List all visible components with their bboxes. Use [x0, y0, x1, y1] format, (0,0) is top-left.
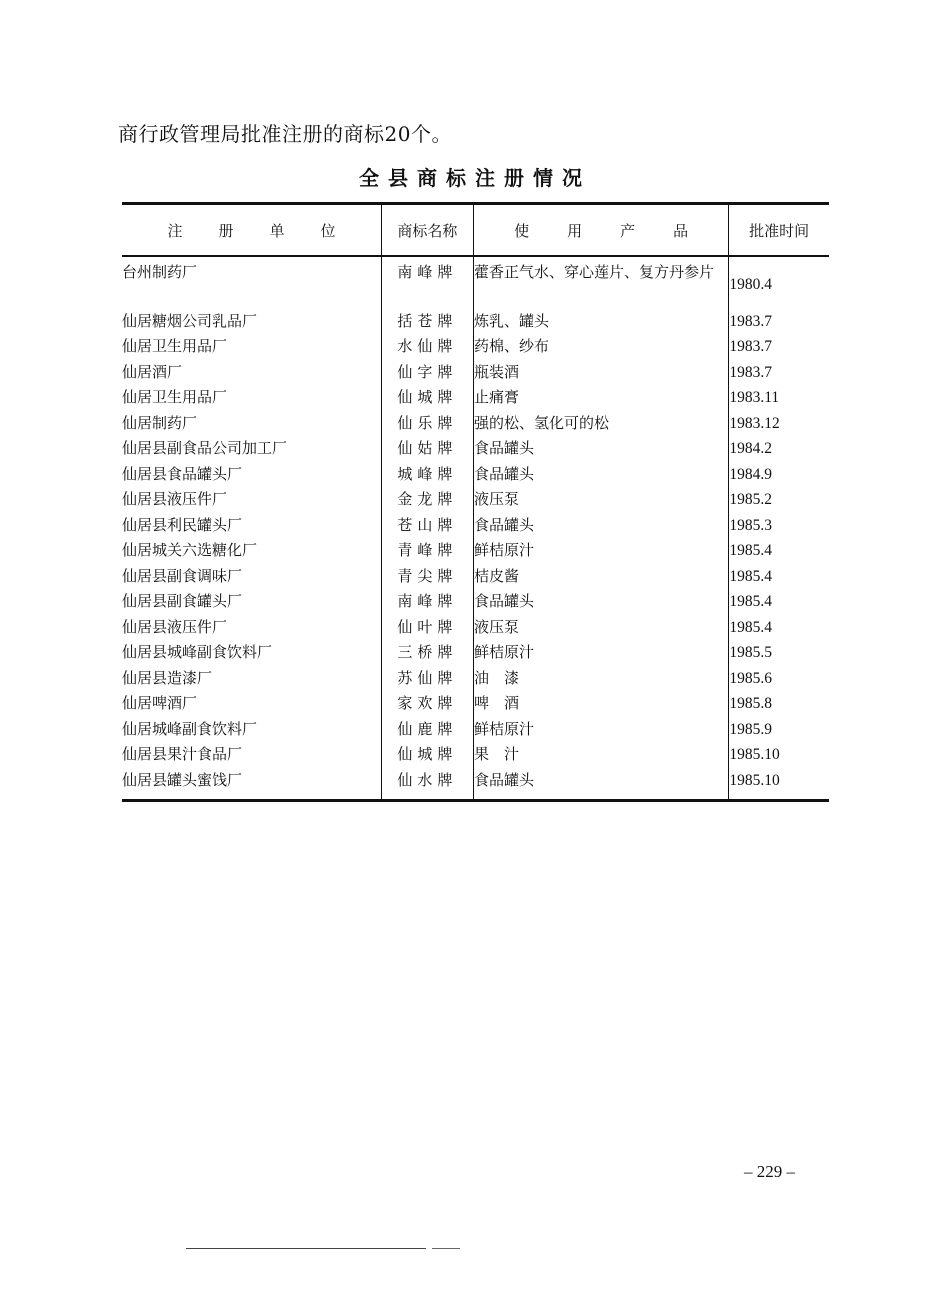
table-row	[122, 309, 829, 335]
cell-brand: 城峰牌	[381, 462, 473, 488]
header-date: 批准时间	[729, 204, 829, 257]
cell-date: 1985.4	[729, 539, 829, 565]
cell-unit: 仙居酒厂	[122, 362, 183, 381]
table-row	[122, 590, 829, 616]
table-row	[122, 743, 829, 769]
cell-product: 强的松、氢化可的松	[473, 411, 728, 437]
table-row	[122, 513, 829, 539]
cell-product: 鲜桔原汁	[473, 539, 728, 565]
cell-date: 1983.7	[729, 309, 829, 335]
cell-unit: 仙居啤酒厂	[122, 694, 198, 713]
table-row	[122, 386, 829, 412]
cell-unit: 仙居县罐头蜜饯厂	[122, 770, 243, 789]
cell-product: 液压泵	[473, 615, 728, 641]
cell-brand: 金龙牌	[381, 488, 473, 514]
cell-product: 瓶装酒	[473, 360, 728, 386]
table-row	[122, 462, 829, 488]
cell-date: 1985.9	[729, 717, 829, 743]
cell-date: 1985.4	[729, 615, 829, 641]
cell-brand: 仙乐牌	[381, 411, 473, 437]
cell-product: 炼乳、罐头	[473, 309, 728, 335]
cell-brand: 青峰牌	[381, 539, 473, 565]
cell-date: 1983.7	[729, 360, 829, 386]
table-row	[122, 437, 829, 463]
intro-text: 商行政管理局批准注册的商标20个。	[118, 122, 452, 146]
cell-product: 止痛膏	[473, 386, 728, 412]
cell-date: 1985.6	[729, 666, 829, 692]
cell-product: 啤 酒	[473, 692, 728, 718]
table-row	[122, 335, 829, 361]
header-product: 使用产品	[473, 204, 728, 257]
cell-date: 1983.12	[729, 411, 829, 437]
cell-unit: 仙居县城峰副食饮料厂	[122, 643, 273, 662]
table-row	[122, 692, 829, 718]
cell-unit: 仙居县利民罐头厂	[122, 515, 243, 534]
table-body	[122, 256, 829, 800]
cell-product: 鲜桔原汁	[473, 641, 728, 667]
footer-rule	[186, 1248, 426, 1249]
cell-brand: 仙水牌	[381, 768, 473, 800]
cell-product: 液压泵	[473, 488, 728, 514]
cell-brand: 仙鹿牌	[381, 717, 473, 743]
page-number: – 229 –	[744, 1162, 795, 1181]
cell-date: 1980.4	[729, 256, 829, 309]
cell-date: 1985.2	[729, 488, 829, 514]
cell-brand: 南峰牌	[381, 590, 473, 616]
cell-product: 油 漆	[473, 666, 728, 692]
cell-brand: 仙城牌	[381, 386, 473, 412]
cell-date: 1985.4	[729, 590, 829, 616]
cell-unit: 仙居城关六选糖化厂	[122, 541, 258, 560]
table-row	[122, 411, 829, 437]
header-brand: 商标名称	[381, 204, 473, 257]
cell-date: 1985.8	[729, 692, 829, 718]
cell-unit: 仙居城峰副食饮料厂	[122, 719, 258, 738]
cell-product: 鲜桔原汁	[473, 717, 728, 743]
cell-date: 1985.5	[729, 641, 829, 667]
cell-product: 食品罐头	[473, 437, 728, 463]
cell-date: 1983.7	[729, 335, 829, 361]
cell-product: 食品罐头	[473, 513, 728, 539]
cell-brand: 南峰牌	[381, 256, 473, 309]
table-row	[122, 256, 829, 309]
table-row	[122, 641, 829, 667]
cell-unit: 仙居县副食品公司加工厂	[122, 439, 288, 458]
cell-brand: 仙城牌	[381, 743, 473, 769]
cell-product: 食品罐头	[473, 462, 728, 488]
cell-brand: 水仙牌	[381, 335, 473, 361]
cell-date: 1984.2	[729, 437, 829, 463]
cell-brand: 仙叶牌	[381, 615, 473, 641]
cell-brand: 苍山牌	[381, 513, 473, 539]
cell-brand: 仙姑牌	[381, 437, 473, 463]
cell-product: 藿香正气水、穿心莲片、复方丹参片	[473, 256, 728, 309]
cell-brand: 括苍牌	[381, 309, 473, 335]
cell-date: 1984.9	[729, 462, 829, 488]
table-title: 全县商标注册情况	[359, 166, 591, 190]
cell-product: 桔皮酱	[473, 564, 728, 590]
table-row	[122, 666, 829, 692]
table-row	[122, 615, 829, 641]
cell-product: 药棉、纱布	[473, 335, 728, 361]
cell-unit: 仙居县副食罐头厂	[122, 592, 243, 611]
cell-unit: 仙居县食品罐头厂	[122, 464, 243, 483]
cell-unit: 仙居糖烟公司乳品厂	[122, 311, 258, 330]
cell-date: 1985.4	[729, 564, 829, 590]
footer-rule-short	[432, 1248, 460, 1249]
cell-date: 1983.11	[729, 386, 829, 412]
header-unit: 注册单位	[167, 221, 372, 240]
cell-unit: 台州制药厂	[122, 263, 198, 281]
cell-product: 果 汁	[473, 743, 728, 769]
cell-product: 食品罐头	[473, 590, 728, 616]
cell-brand: 三桥牌	[381, 641, 473, 667]
cell-product: 食品罐头	[473, 768, 728, 800]
cell-unit: 仙居县造漆厂	[122, 668, 213, 687]
cell-unit: 仙居卫生用品厂	[122, 337, 228, 356]
cell-date: 1985.3	[729, 513, 829, 539]
cell-unit: 仙居卫生用品厂	[122, 388, 228, 407]
table-row	[122, 539, 829, 565]
cell-unit: 仙居县液压件厂	[122, 490, 228, 509]
cell-unit: 仙居制药厂	[122, 413, 198, 432]
cell-brand: 苏仙牌	[381, 666, 473, 692]
table-header-row	[122, 204, 829, 257]
table-row	[122, 360, 829, 386]
table-row	[122, 488, 829, 514]
cell-unit: 仙居县副食调味厂	[122, 566, 243, 585]
cell-brand: 仙字牌	[381, 360, 473, 386]
cell-date: 1985.10	[729, 743, 829, 769]
table-row	[122, 768, 829, 800]
cell-date: 1985.10	[729, 768, 829, 800]
cell-brand: 家欢牌	[381, 692, 473, 718]
cell-brand: 青尖牌	[381, 564, 473, 590]
trademark-table	[122, 202, 829, 802]
cell-unit: 仙居县液压件厂	[122, 617, 228, 636]
table-row	[122, 564, 829, 590]
cell-unit: 仙居县果汁食品厂	[122, 745, 243, 764]
table-row	[122, 717, 829, 743]
